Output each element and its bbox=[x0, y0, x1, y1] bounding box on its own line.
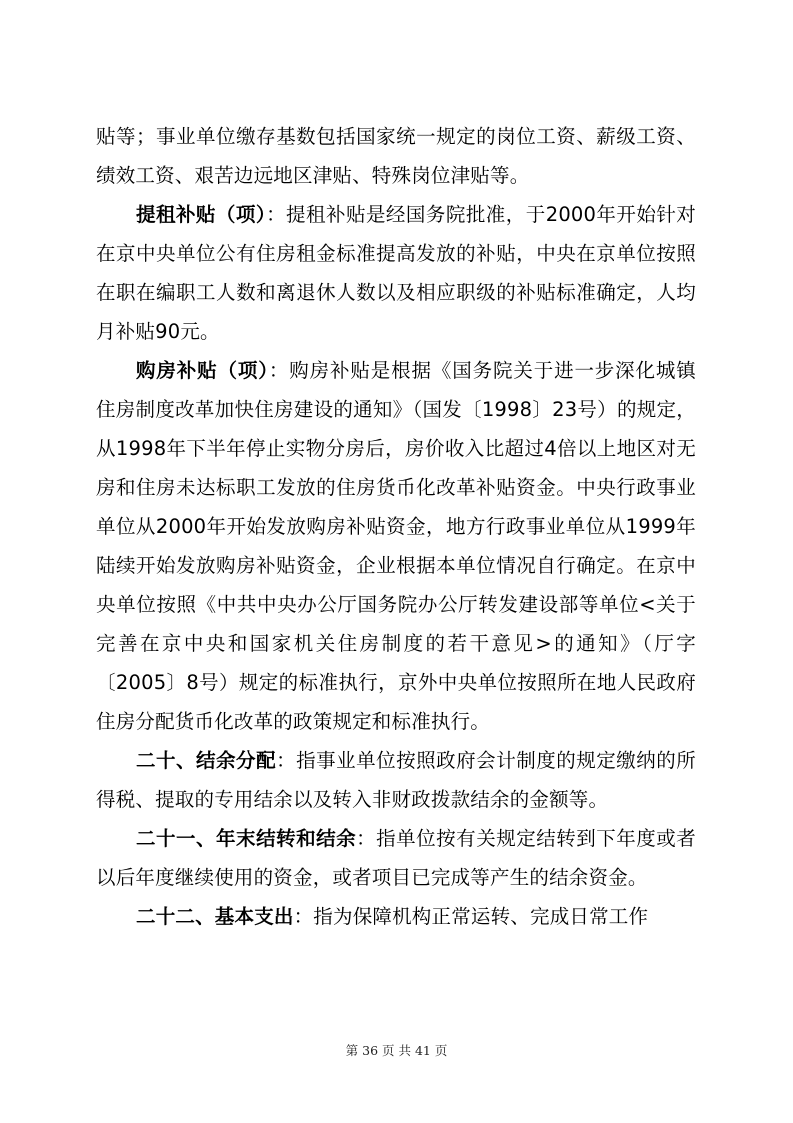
paragraph-heading: 二十一、年末结转和结余 bbox=[136, 827, 357, 850]
paragraph-text: ：购房补贴是根据《国务院关于进一步深化城镇住房制度改革加快住房建设的通知》（国发〔1998〕23号）的规定，从1998年下半年停止实物分房后，房价收入比超过4倍以上地区对无房和住房未达标职工发放的住房货币化改革补贴资金。中央行政事业单位从2000年开始发放购房补贴资金，地方行政事业单位从1999年陆续开始发放购房补贴资金，企业根据本单位情况自行确定。在京中央单位按照《中共中央办公厅国务院办公厅转发建设部等单位<关于完善在京中央和国家机关住房制度的若干意见>的通知》（厅字〔2005〕8号）规定的标准执行，京外中央单位按照所在地人民政府住房分配货币化改革的政策规定和标准执行。 bbox=[96, 359, 696, 733]
paragraph-purchase-subsidy bbox=[96, 351, 696, 741]
paragraph-rent-subsidy bbox=[96, 195, 696, 351]
paragraph-housing-fund-base bbox=[96, 117, 696, 195]
paragraph-year-end-carryover bbox=[96, 819, 696, 897]
paragraph-text: 贴等；事业单位缴存基数包括国家统一规定的岗位工资、薪级工资、绩效工资、艰苦边远地区津贴、特殊岗位津贴等。 bbox=[96, 125, 696, 187]
paragraph-surplus-distribution bbox=[96, 741, 696, 819]
paragraph-heading: 提租补贴（项） bbox=[136, 203, 267, 226]
paragraph-text: ：提租补贴是经国务院批准，于2000年开始针对在京中央单位公有住房租金标准提高发放的补贴，中央在京单位按照在职在编职工人数和离退休人数以及相应职级的补贴标准确定，人均月补贴90元。 bbox=[96, 203, 696, 343]
document-body bbox=[96, 117, 696, 936]
paragraph-text: ：指单位按有关规定结转到下年度或者以后年度继续使用的资金，或者项目已完成等产生的结余资金。 bbox=[96, 827, 696, 889]
page-number-footer: 第 36 页 共 41 页 bbox=[345, 1043, 448, 1058]
paragraph-heading: 二十、结余分配 bbox=[136, 749, 277, 772]
paragraph-text: ：指事业单位按照政府会计制度的规定缴纳的所得税、提取的专用结余以及转入非财政拨款结余的金额等。 bbox=[96, 749, 696, 811]
paragraph-heading: 二十二、基本支出 bbox=[136, 905, 294, 928]
paragraph-heading: 购房补贴（项） bbox=[136, 359, 269, 382]
paragraph-basic-expenditure bbox=[96, 897, 696, 936]
paragraph-text: ：指为保障机构正常运转、完成日常工作 bbox=[293, 905, 649, 928]
